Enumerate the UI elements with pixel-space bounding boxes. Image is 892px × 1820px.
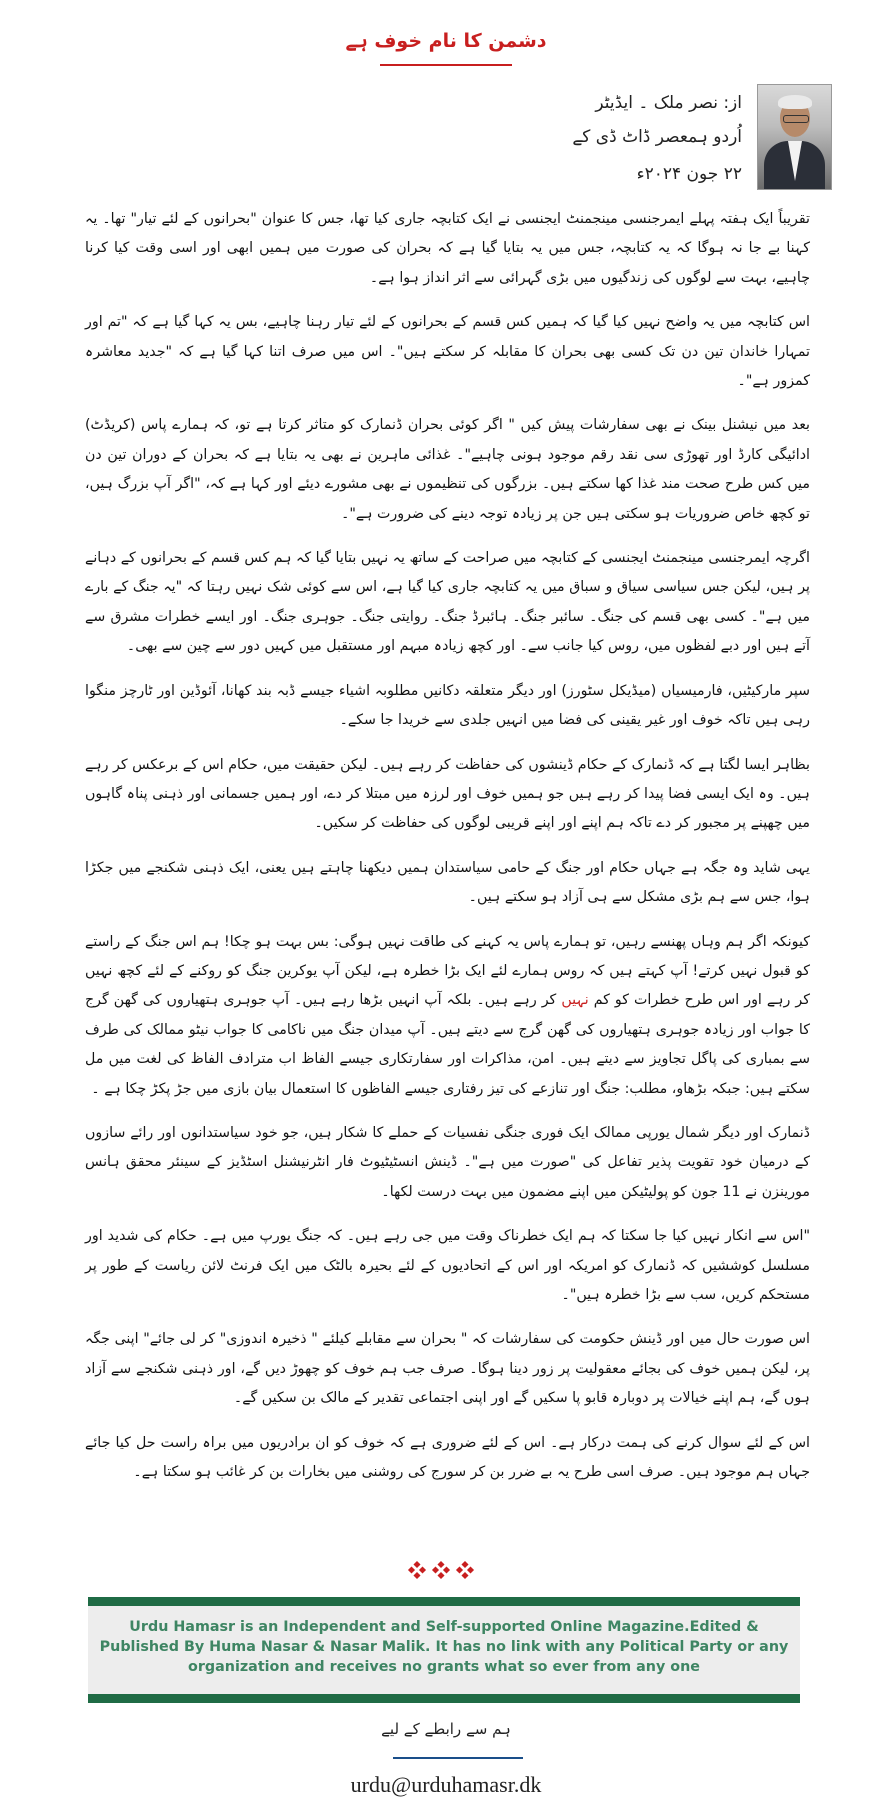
paragraph-part: کر رہے ہیں۔ بلکہ آپ انہیں بڑھا رہے ہیں۔ آپ جوہری ہتھیاروں کی گھن گرج کا جواب اور زیادہ جوہری ہتھیاروں کی گھن گرج سے دیتے ہیں۔ آپ میدان جنگ میں ناکامی کا جواب نیٹو ممالک کی طرف سے بمباری کی پاگل تجاویز سے دیتے ہیں۔ امن، مذاکرات اور سفارتکاری جیسے الفاظ اب مترادف الفاظ کی لغت میں مل سکتے ہیں: جبکہ بڑھاو، مطلب: جنگ اور تنازعے کی تیز رفتاری جیسے الفاظوں کا استعمال بیان بازی میں جڑ پکڑ چکا ہے ۔ [85,992,810,1097]
paragraph: بعد میں نیشنل بینک نے بھی سفارشات پیش کیں " اگر کوئی بحران ڈنمارک کو متاثر کرتا ہے تو، کہ ہمارے پاس (کریڈٹ) ادائیگی کارڈ اور تھوڑی سی نقد رقم موجود ہونی چاہیے"۔ غذائی ماہرین نے بھی یہ بتایا ہے کہ بحران کے دوران تین دن میں کس طرح صحت مند غذا کھا سکتے ہیں۔ بزرگوں کی تنظیموں نے بھی مشورے دیئے اور کہا ہے کہ، "اگر آپ بزرگ ہیں، تو کچھ خاص ضروریات ہو سکتی ہیں جن پر زیادہ توجہ دینے کی ضرورت ہے"۔ [85,417,810,522]
contact-label: ہم سے رابطے کے لیے [381,1720,511,1738]
paragraph: اس صورت حال میں اور ڈینش حکومت کی سفارشات کہ " بحران سے مقابلے کیلئے " ذخیرہ اندوزی" کر لی جائے" اپنی جگہ پر، لیکن ہمیں خوف کی بجائے معقولیت پر زور دینا ہوگا۔ صرف جب ہم خوف کو چھوڑ دیں گے، اور ذہنی شکنجے سے آزاد ہوں گے، ہم اپنے خیالات پر دوبارہ قابو پا سکیں گے اور اپنی اجتماعی تقدیر کے مالک بن سکیں گے۔ [85,1331,810,1407]
paragraph-part: کیونکہ اگر ہم وہاں پھنسے رہیں، تو ہمارے پاس یہ کہنے کی طاقت نہیں ہوگی: بس بہت ہو چکا! ہم اس جنگ کے راستے کو قبول نہیں کرتے! آپ کہتے ہیں کہ روس ہمارے لئے ایک بڑا خطرہ ہے، لیکن آپ یوکرین جنگ کو روکنے کے لئے کچھ نہیں کر رہے اور اس طرح خطرات کو کم [85,933,810,1009]
contact-email-link[interactable]: urdu@urduhamasr.dk [350,1772,542,1797]
paragraph-with-highlight [85,928,810,1104]
article-title: دشمن کا نام خوف ہے [345,30,547,52]
paragraph: اگرچہ ایمرجنسی مینجمنٹ ایجنسی کے کتابچہ میں صراحت کے ساتھ یہ نہیں بتایا گیا کہ ہم کس قسم کے بحرانوں کے دہانے پر ہیں، لیکن جس سیاسی سیاق و سباق میں یہ کتابچہ جاری کیا گیا ہے، اس سے کوئی شک نہیں رہتا کہ "یہ جنگ کے بارے میں ہے"۔ کسی بھی قسم کی جنگ۔ سائبر جنگ۔ ہائبرڈ جنگ۔ روایتی جنگ۔ جوہری جنگ۔ اور ایسے خطرات مشرق سے آتے ہیں اور دبے لفظوں میں، روس کیا جانب سے۔ اور کچھ زیادہ مبہم اور مستقبل میں کہیں دور سے چین سے بھی۔ [85,550,810,655]
byline-author: از: نصر ملک ۔ ایڈیٹر [595,93,742,113]
article-body [85,205,810,1502]
diamond-ornament-icon [405,1558,477,1582]
contact-underline [393,1757,523,1759]
paragraph: "اس سے انکار نہیں کیا جا سکتا کہ ہم ایک خطرناک وقت میں جی رہے ہیں۔ کہ جنگ یورپ میں ہے۔ حکام کی شدید اور مسلسل کوششیں کہ ڈنمارک کو امریکہ اور اس کے اتحادیوں کے لئے بحیرہ بالٹک میں ایک فرنٹ لائن ریاست کے طور پر مستحکم کریں، سب سے بڑا خطرہ ہیں"۔ [85,1228,810,1303]
paragraph: اس کتابچہ میں یہ واضح نہیں کیا گیا کہ ہمیں کس قسم کے بحرانوں کے لئے تیار رہنا چاہیے، بس یہ کہا گیا ہے کہ "تم اور تمہارا خاندان تین دن تک کسی بھی بحران کا مقابلہ کر سکتے ہیں"۔ اس میں صرف اتنا کہا گیا ہے کہ "جدید معاشرہ کمزور ہے"۔ [85,314,810,390]
byline-publication: اُردو ہمعصر ڈاٹ ڈی کے [572,127,742,147]
paragraph: تقریباً ایک ہفتہ پہلے ایمرجنسی مینجمنٹ ایجنسی نے ایک کتابچہ جاری کیا تھا، جس کا عنوان "بحرانوں کے لئے تیار" تھا۔ یہ کہنا بے جا نہ ہوگا کہ یہ کتابچہ، جس میں یہ بتایا گیا ہے کہ بحران کی صورت میں ہمیں ابھی اور اسی وقت کیا کرنا چاہیے، بہت سے لوگوں کی زندگیوں میں بڑی گہرائی سے اثر انداز ہوا ہے۔ [85,211,810,286]
disclaimer-text: Urdu Hamasr is an Independent and Self-supported Online Magazine.Edited & Published By Huma Nasar & Nasar Malik. It has no link with any Political Party or any organization and receives no grants what so ever from any one [99,1619,789,1675]
paragraph: اس کے لئے سوال کرنے کی ہمت درکار ہے۔ اس کے لئے ضروری ہے کہ خوف کو ان برادریوں میں براہ راست حل کیا جائے جہاں ہم موجود ہیں۔ صرف اسی طرح یہ بے ضرر بن کر سورج کی روشنی میں بخارات بن کر غائب ہو سکتا ہے۔ [85,1434,810,1481]
disclaimer-banner [88,1597,800,1703]
title-underline [380,64,512,66]
paragraph: بظاہر ایسا لگتا ہے کہ ڈنمارک کے حکام ڈینشوں کی حفاظت کر رہے ہیں۔ لیکن حقیقت میں، حکام اس کے برعکس کر رہے ہیں۔ وہ ایک ایسی فضا پیدا کر رہے ہیں جو ہمیں خوف اور لرزہ میں مبتلا کر دے، اور ہمیں جسمانی اور ذہنی پناہ گاہوں میں چھپنے پر مجبور کر دے تاکہ ہم اپنے اور اپنے قریبی لوگوں کی حفاظت کر سکیں۔ [85,756,810,832]
photo-glasses [783,115,809,123]
paragraph: ڈنمارک اور دیگر شمال یورپی ممالک ایک فوری جنگی نفسیات کے حملے کا شکار ہیں، جو خود سیاستدانوں اور رائے سازوں کے درمیان خود تقویت پذیر تفاعل کی "صورت میں ہے"۔ ڈینش انسٹیٹیوٹ فار انٹرنیشنل اسٹڈیز کے سینئر محقق ہانس مورینزن نے 11 جون کو پولیٹیکن میں اپنے مضمون میں بہت درست لکھا۔ [85,1124,810,1200]
photo-hair [778,95,812,109]
paragraph: یہی شاید وہ جگہ ہے جہاں حکام اور جنگ کے حامی سیاستدان ہمیں دیکھنا چاہتے ہیں یعنی، ایک ذہنی شکنجے میں جکڑا ہوا، جس سے ہم بڑی مشکل سے ہی آزاد ہو سکتے ہیں۔ [85,859,810,906]
paragraph: سپر مارکیٹیں، فارمیسیاں (میڈیکل سٹورز) اور دیگر متعلقہ دکانیں مطلوبہ اشیاء جیسے ڈبہ بند کھانا، آئوڈین اور ٹارچز منگوا رہی ہیں تاکہ خوف اور غیر یقینی کی فضا میں انہیں جلدی سے خریدا جا سکے۔ [85,682,810,729]
highlighted-word: نہیں [561,992,589,1009]
author-photo [757,84,832,190]
byline-date: ۲۲ جون ۲۰۲۴ء [636,164,742,184]
